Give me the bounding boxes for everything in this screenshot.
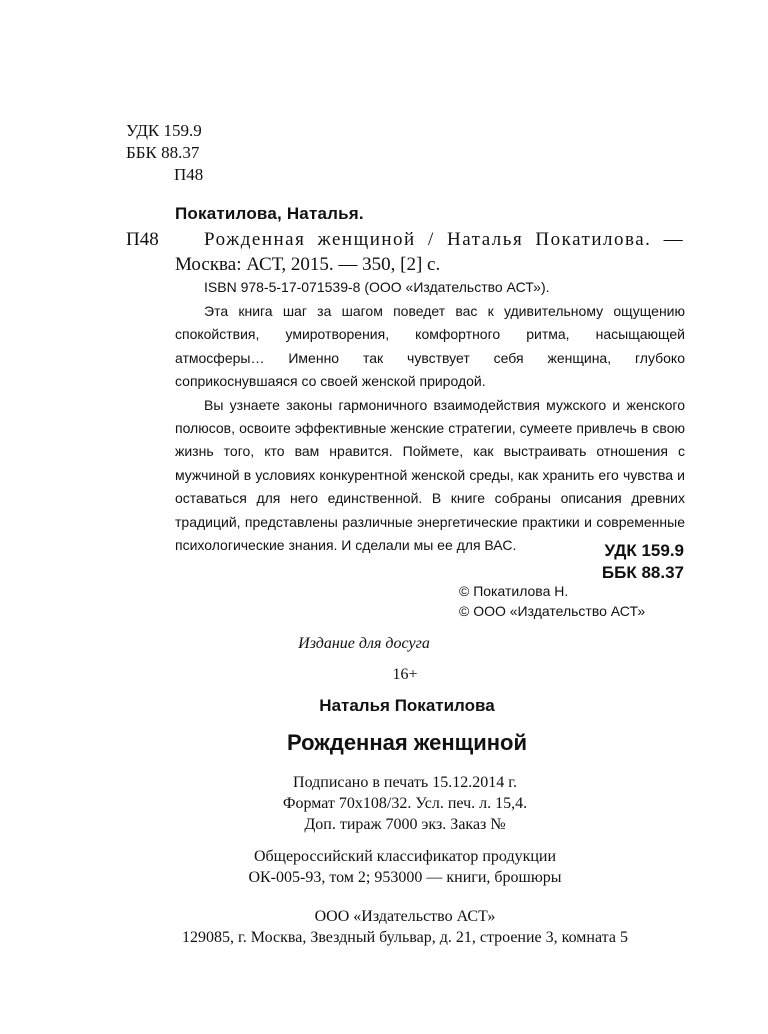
book-title: Рожденная женщиной — [286, 730, 527, 755]
book-author: Наталья Покатилова — [319, 696, 495, 715]
annotation-paragraph: Вы узнаете законы гармоничного взаимодействия мужского и женского полюсов, освоите эффективные женские стратегии, сумеете привлечь в свою жизнь того, кто вам нравится. Поймете, как выстраивать отношения с мужчиной в условиях конкурентной женской среды, как хранить его чувства и оставаться для него единственной. В книге собраны описания древних традиций, представлены различные энергетические практики и современные психологические знания. И сделали мы ее для ВАС. — [175, 396, 685, 554]
print-run: Доп. тираж 7000 экз. Заказ № — [304, 816, 506, 833]
copyrights — [459, 581, 645, 621]
publisher-name: ООО «Издательство АСТ» — [314, 908, 496, 925]
udk-code: УДК 159.9 — [126, 121, 202, 140]
print-info — [0, 772, 768, 835]
print-signed: Подписано в печать 15.12.2014 г. — [293, 774, 517, 791]
annotation-paragraph: Эта книга шаг за шагом поведет вас к удивительному ощущению спокойствия, умиротворения, комфортного ритма, насыщающей атмосферы… Именно так чувствует себя женщина, глубоко соприкоснувшаяся со своей женской природой. — [175, 303, 685, 390]
bbk-code: ББК 88.37 — [126, 143, 200, 162]
catalog-title-line: Рожденная женщиной / Наталья Покатилова. — — [204, 229, 685, 250]
print-format: Формат 70x108/32. Усл. печ. л. 15,4. — [282, 795, 528, 812]
catalog-author: Покатилова, Наталья. — [175, 204, 364, 223]
classification-right — [602, 540, 684, 584]
classifier — [0, 846, 768, 888]
copyright-publisher: © ООО «Издательство АСТ» — [459, 603, 646, 619]
publisher-address: 129085, г. Москва, Звездный бульвар, д. 21, строение 3, комната 5 — [182, 929, 628, 946]
bbk-right: ББК 88.37 — [601, 563, 684, 582]
classifier-line: ОК-005-93, том 2; 953000 — книги, брошюры — [248, 869, 562, 886]
udk-right: УДК 159.9 — [604, 541, 684, 560]
header-codes — [126, 120, 203, 186]
copyright-author: © Покатилова Н. — [459, 583, 569, 599]
edition-note: Издание для досуга — [298, 635, 430, 652]
isbn: ISBN 978-5-17-071539-8 (ООО «Издательство АСТ»). — [204, 279, 550, 295]
catalog-publication-line: Москва: АСТ, 2015. — 350, [2] с. — [175, 254, 441, 275]
publisher — [0, 906, 768, 948]
age-rating: 16+ — [392, 666, 418, 683]
author-code: П48 — [174, 165, 204, 184]
classifier-line: Общероссийский классификатор продукции — [253, 848, 557, 865]
annotation — [175, 300, 685, 557]
catalog-code: П48 — [126, 229, 159, 250]
